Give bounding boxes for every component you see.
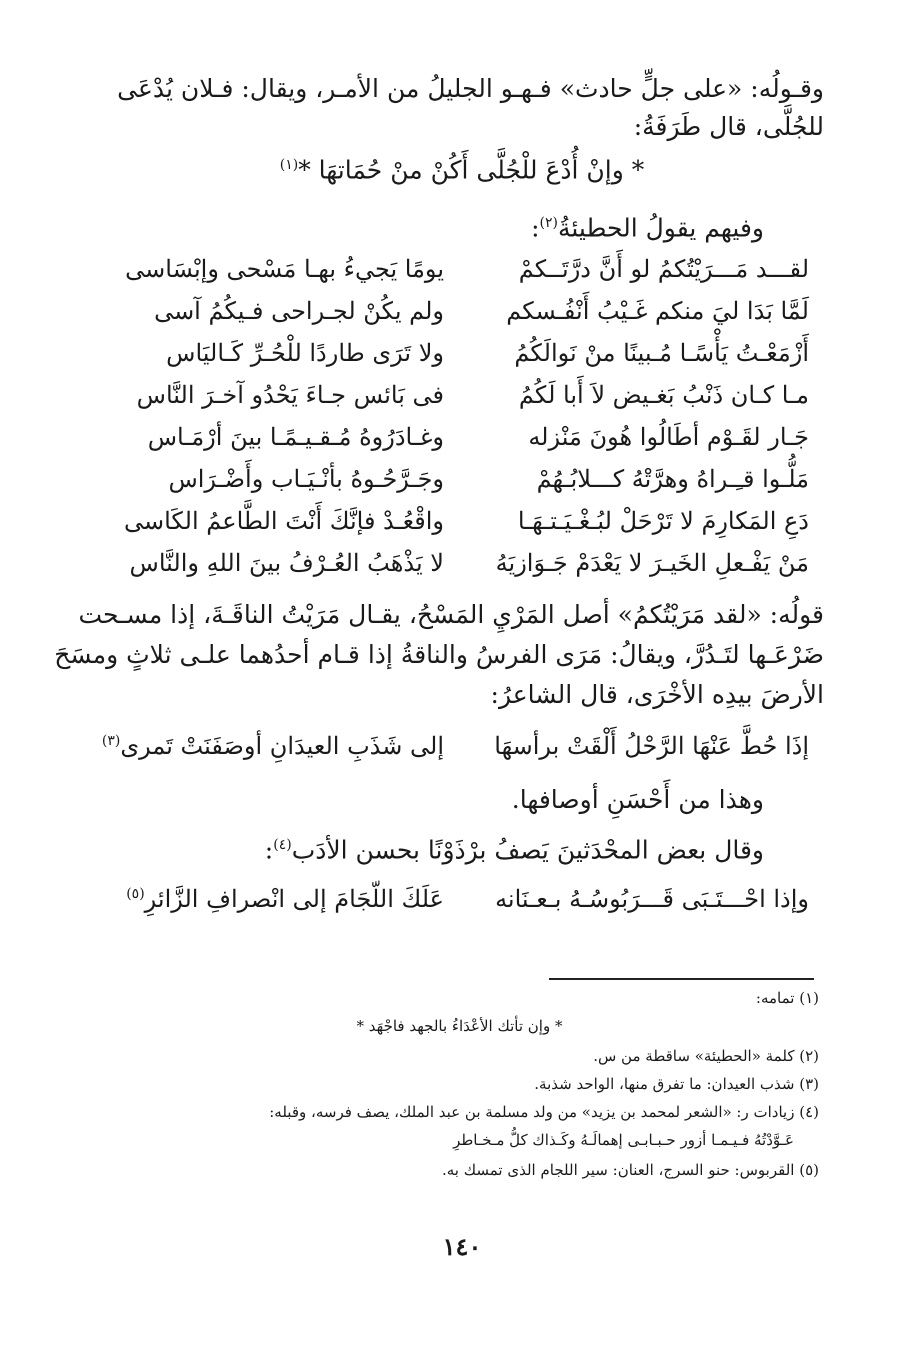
colon: : bbox=[264, 835, 274, 865]
verse-left: فى بَائس جـاءَ يَحْدُو آخـرَ النَّاس bbox=[136, 381, 444, 409]
paragraph-line bbox=[100, 830, 764, 865]
footnote-4-verse: عَـوَّدْتُهُ فـيـمـا أزور حـبـابـى إهمالَـهُ وكَـذاك كلُّ مـخـاطرِ bbox=[453, 1131, 794, 1149]
footnote-ref: (٢) bbox=[539, 215, 558, 231]
footnote-5: (٥) القربوس: حنو السرج، العنان: سير اللجام الذى تمسك به. bbox=[441, 1161, 819, 1179]
paragraph-line: ضَرْعَـها لتَـدُرَّ، ويقالُ: مَرَى الفرسُ والناقةُ إذا قـام أحدُهما علـى ثلاثٍ ومسَحَ bbox=[54, 640, 824, 669]
footnote-ref: (٥) bbox=[126, 886, 145, 902]
verse-right: مـا كـان ذَنْبُ بَغـيض لاَ أَبا لَكُمُ bbox=[518, 381, 809, 409]
paragraph-line bbox=[100, 208, 764, 243]
footnote-ref: (٤) bbox=[273, 837, 292, 853]
verse-right: مَلُّـوا قـِـراهُ وهرَّتْهُ كـــلابُـهُمْ bbox=[536, 465, 809, 493]
verse-right: أَزْمَعْـتُ يَأْسًـا مُـبينًا منْ نَوالَكُمُ bbox=[514, 339, 809, 367]
verse-text: * وإنْ أُدْعَ للْجُلَّى أَكُنْ منْ حُمَاتهَا * bbox=[298, 155, 645, 185]
colon: : bbox=[531, 213, 540, 243]
single-verse bbox=[100, 150, 824, 185]
verse-text: عَلَكَ اللّجَامَ إلى انْصرافِ الزَّائرِ bbox=[144, 885, 444, 913]
verse-left: ولم يكُنْ لجـراحى فـيكُمُ آسى bbox=[154, 297, 444, 325]
footnote-ref: (١) bbox=[279, 157, 299, 173]
paragraph-line: للجُلَّى، قال طَرَفَةُ: bbox=[633, 112, 824, 141]
verse-right: لقـــد مَـــرَيْتُكمُ لو أَنَّ درَّتَــكمْ bbox=[518, 255, 809, 283]
verse-left: ولا تَرَى طاردًا للْحُـرِّ كَـاليَاس bbox=[166, 339, 444, 367]
paragraph-line: قولُه: «لقد مَرَيْتُكمُ» أصل المَرْيِ المَسْحُ، يقـال مَرَيْتُ الناقَـةَ، إذا مسـحت bbox=[78, 600, 824, 629]
verse-right: لَمَّا بَدَا ليَ منكم غَـيْبُ أَنْفُـسكم bbox=[506, 297, 809, 325]
page-number: ١٤٠ bbox=[442, 1232, 482, 1261]
verse-left bbox=[99, 885, 444, 913]
verse-left: وجَـرَّحُـوهُ بأنْـيَـاب وأَضْـرَاس bbox=[168, 465, 444, 493]
verse-left bbox=[99, 732, 444, 760]
verse-right: إذَا حُطَّ عَنْهَا الرَّحْلُ أَلْقَتْ برأسهَا bbox=[494, 732, 809, 760]
paragraph-text: وقال بعض المحْدَثينَ يَصفُ برْذَوْنًا بحسن الأدَب bbox=[291, 835, 764, 865]
verse-left: لا يَذْهَبُ العُـرْفُ بينَ اللهِ والنَّاس bbox=[129, 549, 444, 577]
verse-left: يومًا يَجيءُ بهـا مَسْحى وإبْسَاسى bbox=[125, 255, 444, 283]
footnote-4: (٤) زيادات ر: «الشعر لمحمد بن يزيد» من ولد مسلمة بن عبد الملك، يصف فرسه، وقبله: bbox=[269, 1103, 819, 1121]
verse-text: إلى شَذَبِ العيدَانِ أوصَفَنَتْ تَمرى bbox=[120, 732, 444, 760]
verse-right: جَـار لقَـوْم أطَالُوا هُونَ مَنْزله bbox=[528, 423, 809, 451]
footnote-1-verse: * وإن تأتك الأعْدَاءُ بالجهد فاجْهَد * bbox=[356, 1017, 563, 1035]
paragraph-text: وفيهم يقولُ الحطيئةُ bbox=[557, 213, 764, 243]
footnote-3: (٣) شذب العيدان: ما تفرق منها، الواحد شذبة. bbox=[534, 1075, 819, 1093]
footnote-ref: (٣) bbox=[101, 733, 121, 749]
footnote-divider bbox=[549, 978, 814, 980]
verse-left: واقْعُـدْ فإنَّكَ أَنْتَ الطَّاعمُ الكَاسى bbox=[124, 507, 444, 535]
footnote-1: (١) تمامه: bbox=[755, 989, 819, 1007]
footnote-2: (٢) كلمة «الحطيئة» ساقطة من س. bbox=[593, 1047, 819, 1065]
paragraph-line: الأرضَ بيدِه الأخْرَى، قال الشاعرُ: bbox=[490, 680, 824, 709]
paragraph-line: وهذا من أَحْسَنِ أوصافها. bbox=[511, 785, 764, 814]
verse-left: وغـادَرُوهُ مُـقـيـمًـا بينَ أرْمَـاس bbox=[147, 423, 444, 451]
verse-right: دَعِ المَكارِمَ لا تَرْحَلْ لبُـغْـيَـتـهَـا bbox=[517, 507, 809, 535]
paragraph-line: وقـولُه: «على جلٍّ حادث» فـهـو الجليلُ من الأمـر، ويقال: فـلان يُدْعَى bbox=[117, 74, 824, 103]
verse-right: وإذا احْـــتَـبَى قَـــرَبُوسُـهُ بـعـنَانه bbox=[495, 885, 809, 913]
verse-right: مَنْ يَفْـعلِ الخَيـرَ لا يَعْدَمْ جَـوَازيَهُ bbox=[495, 549, 809, 577]
